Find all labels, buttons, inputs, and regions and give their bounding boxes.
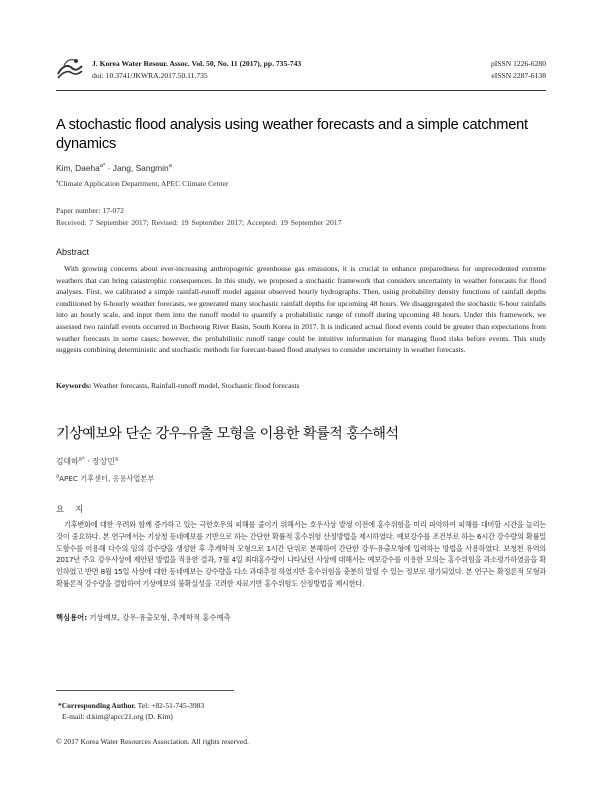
corresponding-email[interactable]: E-mail: d.kim@apcc21.org (D. Kim) bbox=[62, 712, 173, 721]
keywords-korean bbox=[56, 613, 546, 623]
author-name: 장상민 bbox=[92, 457, 115, 466]
korean-abstract-text: 기후변화에 대한 우려와 함께 증가하고 있는 극한호우의 피해를 줄이기 위해서는 호우사상 발생 이전에 홍수위험을 미리 파악하여 피해를 대비할 시간을 늘리는 것이 중요하다. 본 연구에서는 기상청 동네예보를 기반으로 하는 간단한 확률적 홍수위험 산정방법을 제시하였다. 예보강수를 조건부로 하는 6시간 강수량의 확률밀도함수를 이용해 다수의 임의 강수량을 생성한 후 추계학적 모형으로 1시간 단위로 분해하여 간단한 강우-유출모형에 입력하는 방법을 사용하였다. 보청천 유역의 2017년 주요 강우사상에 제안된 방법을 적용한 결과, 7월 4일 최대홍수량이 나타났던 사상에 대해서는 예보강수를 이용한 모의는 홍수위험을 과소평가하였음을 확인하였고 반면 8월 15일 사상에 대한 동네예보는 강수량을 다소 과대추정 하였지만 홍수위험을 충분히 알릴 수 있는 정보로 평가되었다. 본 연구는 확정론적 모형과 확률론적 강수량을 결합하여 기상예보의 불확실성을 고려한 자료기반 홍수위험도 산정방법을 제시한다. bbox=[56, 520, 546, 588]
author-separator: · bbox=[84, 457, 93, 466]
abstract-text: With growing concerns about ever-increasing anthropogenic greenhouse gas emissions, it is crucial to enhance preparedness for unprecedented extreme weathers that can bring catastrophic consequences. In this study, we proposed a stochastic framework that considers uncertainty in weather forecasts for flood analyses. First, we calibrated a simple rainfall-runoff model against observed hourly hydrographs. Then, using probability density functions of rainfall depths conditioned by 6-hourly weather forecasts, we generated many stochastic rainfall depths for upcoming 48 hours. We disaggregated the stochastic 6-hour rainfalls into an hourly scale, and input them into the runoff model to quantify a probabilistic range of runoff during upcoming 48 hours. Under this framework, we assessed two rainfall events occurred in Bocheong River Basin, South Korea in 2017. It is indicated actual flood events could be greater than expectations from weather forecasts in some cases; however, the probabilistic runoff range could be intuitive information for managing flood risks before events. This study suggests combining deterministic and stochastic methods for forecast-based flood analyses to consider uncertainty in weather forecasts. bbox=[56, 264, 546, 355]
journal-header bbox=[56, 52, 546, 92]
author-separator: · bbox=[105, 163, 113, 173]
korean-abstract-heading: 요 지 bbox=[56, 505, 88, 515]
author-marker: a* bbox=[78, 456, 85, 463]
author-marker: a bbox=[114, 456, 119, 463]
corresponding-tel: Tel: +82-51-745-3983 bbox=[135, 701, 205, 710]
keywords-label: 핵심용어: bbox=[56, 613, 88, 622]
paper-number: Paper number: 17-072 bbox=[56, 206, 124, 215]
authors-english bbox=[56, 163, 172, 173]
author-name: Jang, Sangmin bbox=[112, 163, 169, 173]
received-dates: Received: 7 September 2017; Revised: 19 September 2017; Accepted: 19 September 2017 bbox=[56, 218, 342, 227]
journal-wave-logo-icon bbox=[56, 56, 84, 82]
copyright-notice: © 2017 Korea Water Resources Association. All rights reserved. bbox=[56, 737, 249, 746]
affiliation-marker: a bbox=[56, 178, 59, 185]
pissn: pISSN 1226-6280 bbox=[490, 59, 546, 68]
doi[interactable]: doi: 10.3741/JKWRA.2017.50.11.735 bbox=[92, 71, 208, 80]
corresponding-label: *Corresponding Author. bbox=[58, 701, 136, 710]
affiliation-text: APEC 기후센터, 응용사업본부 bbox=[59, 474, 155, 483]
author-marker: a* bbox=[99, 163, 106, 170]
keywords-text: Weather forecasts, Rainfall-runoff model, Stochastic flood forecasts bbox=[91, 381, 300, 390]
affiliation-english bbox=[56, 179, 228, 188]
keywords-label: Keywords: bbox=[56, 381, 92, 390]
author-name: Kim, Daeha bbox=[56, 163, 100, 173]
affiliation-text: Climate Application Department, APEC Climate Center bbox=[58, 179, 229, 188]
keywords-english bbox=[56, 381, 546, 390]
author-name: 김대하 bbox=[56, 457, 79, 466]
author-marker: a bbox=[168, 163, 172, 170]
abstract-heading: Abstract bbox=[56, 247, 90, 257]
keywords-text: 기상예보, 강우-유출모형, 추계학적 홍수예측 bbox=[87, 613, 231, 622]
authors-korean bbox=[56, 456, 118, 467]
header-divider bbox=[56, 90, 546, 91]
footnote-divider bbox=[56, 690, 234, 691]
journal-citation: J. Korea Water Resour. Assoc. Vol. 50, No. 11 (2017), pp. 735-743 bbox=[92, 59, 302, 68]
eissn: eISSN 2287-6138 bbox=[491, 71, 546, 80]
affiliation-marker: a bbox=[56, 473, 60, 480]
affiliation-korean bbox=[56, 474, 154, 484]
title-english: A stochastic flood analysis using weather forecasts and a simple catchment dynamics bbox=[56, 117, 528, 152]
corresponding-author bbox=[58, 700, 204, 722]
title-korean: 기상예보와 단순 강우-유출 모형을 이용한 확률적 홍수해석 bbox=[56, 426, 399, 442]
